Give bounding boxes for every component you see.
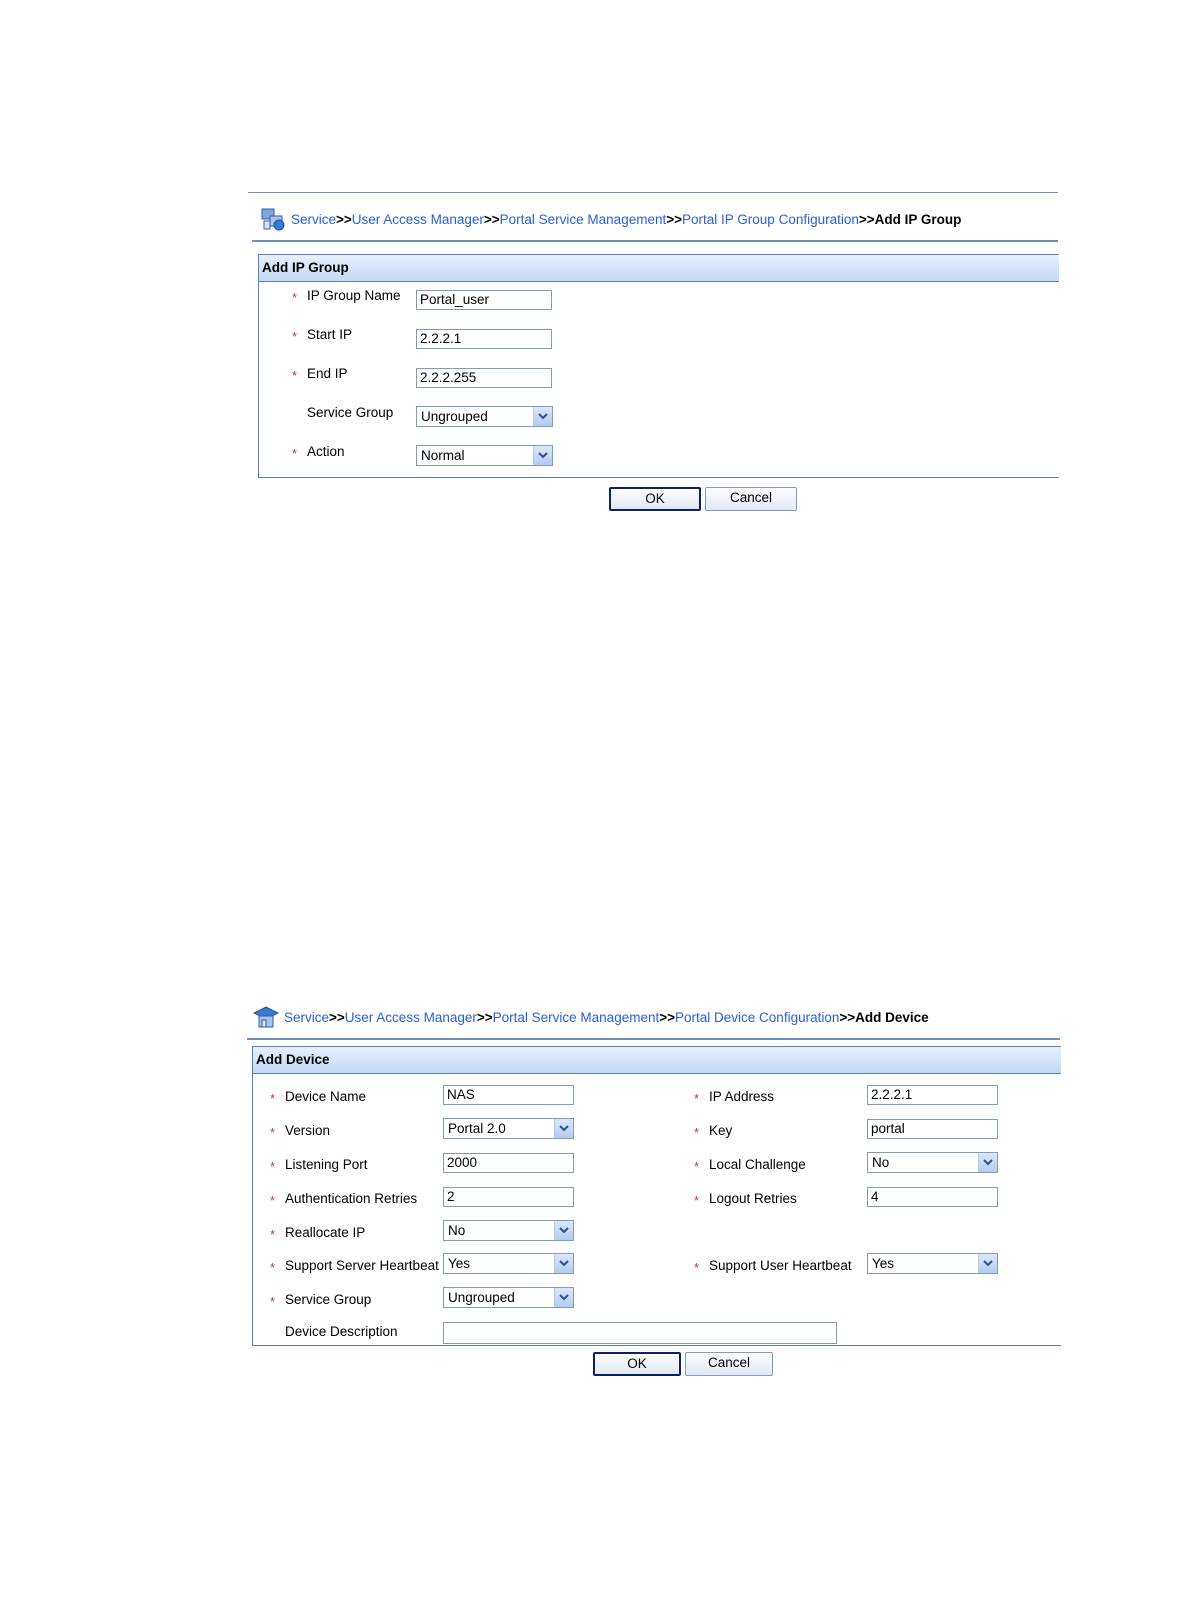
breadcrumb-underline bbox=[247, 1038, 1060, 1040]
key-label: Key bbox=[709, 1123, 733, 1138]
end-ip-label: End IP bbox=[307, 366, 348, 381]
required-marker: * bbox=[270, 1125, 276, 1140]
chevron-down-icon[interactable] bbox=[978, 1254, 997, 1273]
breadcrumb-separator: >> bbox=[839, 1009, 856, 1025]
required-marker: * bbox=[694, 1125, 700, 1140]
support-user-heartbeat-select[interactable] bbox=[867, 1253, 998, 1274]
local-challenge-label: Local Challenge bbox=[709, 1157, 806, 1172]
support-user-heartbeat-label: Support User Heartbeat bbox=[709, 1258, 852, 1273]
listening-port-input[interactable]: 2000 bbox=[443, 1153, 574, 1173]
required-marker: * bbox=[270, 1227, 276, 1242]
required-marker: * bbox=[270, 1193, 276, 1208]
reallocate-ip-select[interactable] bbox=[443, 1220, 574, 1241]
breadcrumb bbox=[253, 1004, 929, 1030]
reallocate-ip-value: No bbox=[448, 1223, 466, 1238]
reallocate-ip-label: Reallocate IP bbox=[285, 1225, 366, 1240]
service-group-value: Ungrouped bbox=[421, 409, 488, 424]
required-marker: * bbox=[270, 1260, 276, 1275]
ip-address-input[interactable]: 2.2.2.1 bbox=[867, 1085, 998, 1105]
service-group-label: Service Group bbox=[285, 1292, 372, 1307]
end-ip-input[interactable]: 2.2.2.255 bbox=[416, 368, 552, 388]
logout-retries-label: Logout Retries bbox=[709, 1191, 797, 1206]
action-value: Normal bbox=[421, 448, 465, 463]
ok-button[interactable]: OK bbox=[609, 487, 701, 511]
action-label: Action bbox=[307, 444, 345, 459]
breadcrumb-separator: >> bbox=[476, 1009, 493, 1025]
authentication-retries-label: Authentication Retries bbox=[285, 1191, 418, 1206]
chevron-down-icon[interactable] bbox=[978, 1153, 997, 1172]
breadcrumb-separator: >> bbox=[336, 211, 352, 227]
cancel-button[interactable]: Cancel bbox=[685, 1352, 773, 1376]
support-server-heartbeat-select[interactable] bbox=[443, 1253, 574, 1274]
version-value: Portal 2.0 bbox=[448, 1121, 506, 1136]
breadcrumb-link-service[interactable]: Service bbox=[284, 1009, 330, 1025]
required-marker: * bbox=[292, 446, 298, 461]
service-group-value: Ungrouped bbox=[448, 1290, 515, 1305]
breadcrumb-separator: >> bbox=[329, 1009, 345, 1025]
support-server-heartbeat-value: Yes bbox=[448, 1256, 471, 1271]
authentication-retries-input[interactable]: 2 bbox=[443, 1187, 574, 1207]
service-group-select[interactable] bbox=[443, 1287, 574, 1308]
required-marker: * bbox=[292, 290, 298, 305]
version-select[interactable] bbox=[443, 1118, 574, 1139]
ok-button[interactable]: OK bbox=[593, 1352, 681, 1376]
support-user-heartbeat-value: Yes bbox=[872, 1256, 895, 1271]
start-ip-input[interactable]: 2.2.2.1 bbox=[416, 329, 552, 349]
local-challenge-select[interactable] bbox=[867, 1152, 998, 1173]
action-select[interactable] bbox=[416, 445, 553, 466]
service-group-label: Service Group bbox=[307, 405, 394, 420]
top-divider bbox=[248, 192, 1058, 193]
service-icon bbox=[260, 206, 286, 232]
service-icon bbox=[253, 1004, 279, 1030]
listening-port-label: Listening Port bbox=[285, 1157, 368, 1172]
ip-group-name-input[interactable]: Portal_user bbox=[416, 290, 552, 310]
ip-address-label: IP Address bbox=[709, 1089, 775, 1104]
required-marker: * bbox=[694, 1260, 700, 1275]
add-ip-group-screen bbox=[0, 0, 1191, 520]
chevron-down-icon[interactable] bbox=[554, 1119, 573, 1138]
device-description-label: Device Description bbox=[285, 1324, 398, 1339]
add-device-screen bbox=[0, 990, 1191, 1390]
ip-group-name-label: IP Group Name bbox=[307, 288, 401, 303]
cancel-button[interactable]: Cancel bbox=[705, 487, 797, 511]
device-name-label: Device Name bbox=[285, 1089, 367, 1104]
breadcrumb-link-user-access-manager[interactable]: User Access Manager bbox=[351, 211, 484, 227]
required-marker: * bbox=[270, 1294, 276, 1309]
chevron-down-icon[interactable] bbox=[554, 1288, 573, 1307]
breadcrumb-link-portal-ip-group-configuration[interactable]: Portal IP Group Configuration bbox=[682, 211, 859, 227]
chevron-down-icon[interactable] bbox=[554, 1221, 573, 1240]
panel-title: Add IP Group bbox=[259, 255, 1059, 282]
chevron-down-icon[interactable] bbox=[533, 446, 552, 465]
version-label: Version bbox=[285, 1123, 331, 1138]
breadcrumb-current: Add Device bbox=[855, 1009, 929, 1025]
breadcrumb-separator: >> bbox=[666, 211, 683, 227]
start-ip-label: Start IP bbox=[307, 327, 353, 342]
breadcrumb-link-service[interactable]: Service bbox=[291, 211, 337, 227]
chevron-down-icon[interactable] bbox=[554, 1254, 573, 1273]
service-group-select[interactable] bbox=[416, 406, 553, 427]
required-marker: * bbox=[292, 368, 298, 383]
local-challenge-value: No bbox=[872, 1155, 890, 1170]
required-marker: * bbox=[270, 1091, 276, 1106]
support-server-heartbeat-label: Support Server Heartbeat bbox=[285, 1258, 439, 1273]
chevron-down-icon[interactable] bbox=[533, 407, 552, 426]
breadcrumb-link-user-access-manager[interactable]: User Access Manager bbox=[344, 1009, 477, 1025]
logout-retries-input[interactable]: 4 bbox=[867, 1187, 998, 1207]
breadcrumb-link-portal-service-management[interactable]: Portal Service Management bbox=[499, 211, 667, 227]
device-description-input[interactable] bbox=[443, 1322, 837, 1344]
breadcrumb bbox=[260, 206, 961, 232]
required-marker: * bbox=[694, 1091, 700, 1106]
required-marker: * bbox=[270, 1159, 276, 1174]
key-input[interactable]: portal bbox=[867, 1119, 998, 1139]
breadcrumb-separator: >> bbox=[483, 211, 500, 227]
panel-title: Add Device bbox=[253, 1047, 1061, 1074]
required-marker: * bbox=[292, 329, 298, 344]
required-marker: * bbox=[694, 1159, 700, 1174]
breadcrumb-separator: >> bbox=[858, 211, 875, 227]
breadcrumb-separator: >> bbox=[659, 1009, 676, 1025]
breadcrumb-link-portal-service-management[interactable]: Portal Service Management bbox=[492, 1009, 660, 1025]
breadcrumb-underline bbox=[252, 240, 1058, 242]
required-marker: * bbox=[694, 1193, 700, 1208]
breadcrumb-link-portal-device-configuration[interactable]: Portal Device Configuration bbox=[675, 1009, 840, 1025]
breadcrumb-current: Add IP Group bbox=[874, 211, 962, 227]
device-name-input[interactable]: NAS bbox=[443, 1085, 574, 1105]
